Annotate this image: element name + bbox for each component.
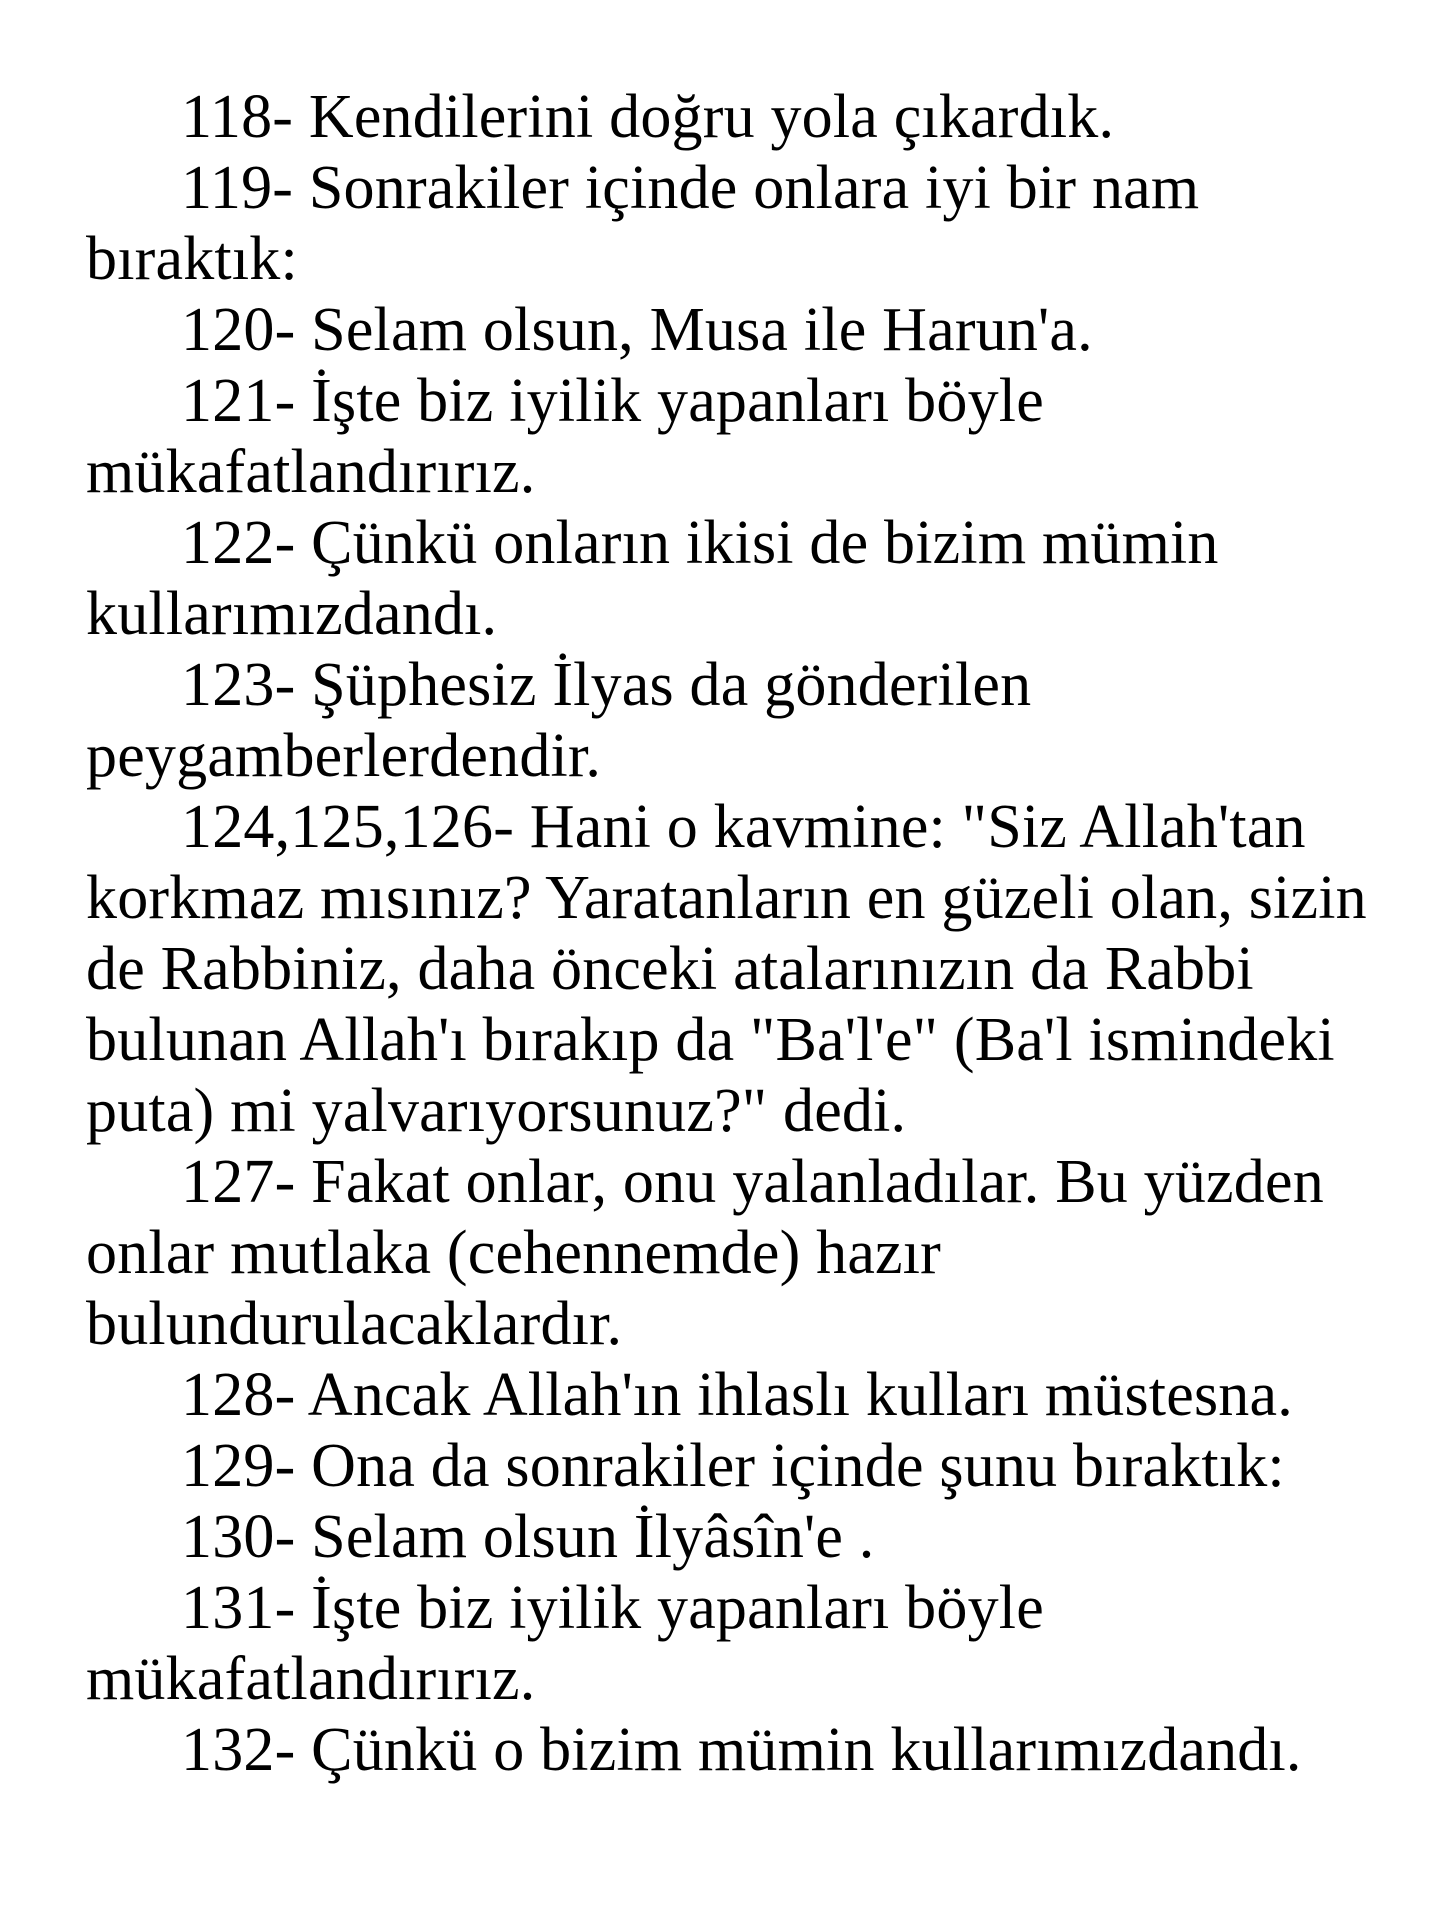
verse-127 xyxy=(86,1147,1410,1360)
verse-122 xyxy=(86,508,1410,650)
verse-number: 121- xyxy=(181,367,296,435)
verse-number: 127- xyxy=(181,1148,296,1216)
verse-number: 118- xyxy=(181,83,294,151)
verse-128 xyxy=(86,1360,1410,1431)
verse-number: 120- xyxy=(181,296,296,364)
verse-number: 124,125,126- xyxy=(181,793,515,861)
verse-text: Selam olsun, Musa ile Harun'a. xyxy=(295,296,1093,364)
verse-132 xyxy=(86,1715,1410,1786)
verse-131 xyxy=(86,1573,1410,1715)
verse-text: Selam olsun İlyâsîn'e . xyxy=(295,1503,875,1571)
verse-number: 123- xyxy=(181,651,296,719)
document-page xyxy=(86,82,1410,1786)
verse-text: Şüphesiz İlyas da gönderilen peygamberlerdendir. xyxy=(86,651,1032,790)
verse-text: Çünkü onların ikisi de bizim mümin kullarımızdandı. xyxy=(86,509,1219,648)
verse-121 xyxy=(86,366,1410,508)
verse-text: İşte biz iyilik yapanları böyle mükafatlandırırız. xyxy=(86,367,1044,506)
verse-120 xyxy=(86,295,1410,366)
verse-130 xyxy=(86,1502,1410,1573)
verse-124-126 xyxy=(86,792,1410,1147)
verse-text: Kendilerini doğru yola çıkardık. xyxy=(293,83,1115,151)
verse-number: 129- xyxy=(181,1432,296,1500)
verse-text: Hani o kavmine: "Siz Allah'tan korkmaz mısınız? Yaratanların en güzeli olan, sizin de Rabbiniz, daha önceki atalarınızın da Rabbi bulunan Allah'ı bırakıp da "Ba'l'e" (Ba'l ismindeki puta) mi yalvarıyorsunuz?" dedi. xyxy=(86,793,1367,1145)
verse-118 xyxy=(86,82,1410,153)
verse-text: İşte biz iyilik yapanları böyle mükafatlandırırız. xyxy=(86,1574,1044,1713)
verse-text: Fakat onlar, onu yalanladılar. Bu yüzden onlar mutlaka (cehennemde) hazır bulundurulacaklardır. xyxy=(86,1148,1324,1358)
verse-123 xyxy=(86,650,1410,792)
verse-number: 119- xyxy=(181,154,294,222)
verse-number: 130- xyxy=(181,1503,296,1571)
verse-text: Çünkü o bizim mümin kullarımızdandı. xyxy=(295,1716,1302,1784)
verse-129 xyxy=(86,1431,1410,1502)
verse-number: 122- xyxy=(181,509,296,577)
verse-text: Sonrakiler içinde onlara iyi bir nam bıraktık: xyxy=(86,154,1200,293)
verse-text: Ancak Allah'ın ihlaslı kulları müstesna. xyxy=(295,1361,1293,1429)
verse-text: Ona da sonrakiler içinde şunu bıraktık: xyxy=(295,1432,1285,1500)
verse-number: 131- xyxy=(181,1574,296,1642)
verse-number: 128- xyxy=(181,1361,296,1429)
verse-119 xyxy=(86,153,1410,295)
verse-number: 132- xyxy=(181,1716,296,1784)
